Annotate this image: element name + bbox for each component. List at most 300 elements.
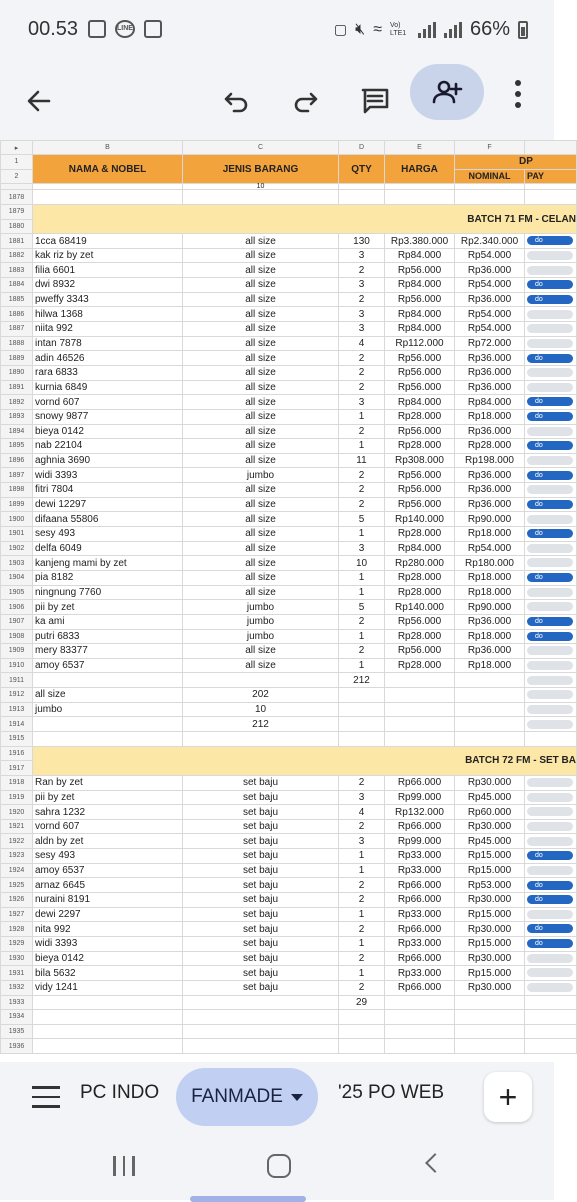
cell-qty[interactable]: 1 <box>339 863 385 878</box>
cell-jenis[interactable]: set baju <box>183 790 339 805</box>
more-vert-icon[interactable] <box>508 80 528 108</box>
row-number[interactable]: 1907 <box>1 614 33 629</box>
cell-harga[interactable]: Rp66.000 <box>385 878 455 893</box>
pay-chip-done[interactable]: do <box>527 939 573 948</box>
cell-nominal[interactable]: Rp15.000 <box>455 849 525 864</box>
cell-nominal[interactable]: Rp30.000 <box>455 922 525 937</box>
cell-harga[interactable]: Rp56.000 <box>385 483 455 498</box>
cell-harga[interactable]: Rp56.000 <box>385 380 455 395</box>
cell-nama[interactable] <box>33 995 183 1010</box>
home-icon[interactable] <box>267 1154 291 1178</box>
cell-qty[interactable]: 2 <box>339 263 385 278</box>
pay-chip-empty[interactable] <box>527 807 573 816</box>
cell-nominal[interactable]: Rp36.000 <box>455 614 525 629</box>
cell-nama[interactable]: niita 992 <box>33 322 183 337</box>
pay-chip-done[interactable]: do <box>527 397 573 406</box>
pay-chip-empty[interactable] <box>527 705 573 714</box>
tab-25-po-web[interactable]: '25 PO WEB <box>338 1082 445 1103</box>
all-sheets-menu-icon[interactable] <box>32 1086 60 1108</box>
cell-nominal[interactable]: Rp15.000 <box>455 966 525 981</box>
cell-nominal[interactable]: Rp45.000 <box>455 834 525 849</box>
cell-qty[interactable]: 2 <box>339 951 385 966</box>
row-number[interactable]: 1 <box>1 155 33 170</box>
cell-pay[interactable] <box>525 468 577 483</box>
cell-jenis[interactable]: 212 <box>183 717 339 732</box>
cell-nominal[interactable]: Rp18.000 <box>455 629 525 644</box>
cell-nominal[interactable]: Rp198.000 <box>455 453 525 468</box>
cell-nama[interactable]: kak riz by zet <box>33 248 183 263</box>
row-number[interactable]: 1922 <box>1 834 33 849</box>
cell-qty[interactable]: 1 <box>339 966 385 981</box>
row-number[interactable]: 1912 <box>1 688 33 703</box>
pay-chip-done[interactable]: do <box>527 412 573 421</box>
cell-jenis[interactable]: set baju <box>183 907 339 922</box>
cell-jenis[interactable]: all size <box>183 497 339 512</box>
cell-nominal[interactable]: Rp54.000 <box>455 541 525 556</box>
pay-chip-done[interactable]: do <box>527 895 573 904</box>
cell-nominal[interactable]: Rp53.000 <box>455 878 525 893</box>
cell-nama[interactable] <box>33 1024 183 1039</box>
cell-pay[interactable] <box>525 190 577 205</box>
row-number[interactable]: 1896 <box>1 453 33 468</box>
pay-chip-empty[interactable] <box>527 427 573 436</box>
row-number[interactable]: 1906 <box>1 600 33 615</box>
recent-apps-icon[interactable] <box>113 1156 135 1176</box>
cell-pay[interactable] <box>525 307 577 322</box>
cell-nama[interactable] <box>33 1039 183 1054</box>
cell-qty[interactable] <box>339 688 385 703</box>
row-number[interactable]: 1889 <box>1 351 33 366</box>
cell-qty[interactable]: 2 <box>339 365 385 380</box>
cell-nama[interactable]: bieya 0142 <box>33 951 183 966</box>
cell-pay[interactable] <box>525 409 577 424</box>
cell-harga[interactable]: Rp66.000 <box>385 951 455 966</box>
cell-pay[interactable] <box>525 556 577 571</box>
header-pay[interactable]: PAY <box>525 169 577 184</box>
row-number[interactable]: 1917 <box>1 761 33 776</box>
cell-harga[interactable] <box>385 1024 455 1039</box>
cell-pay[interactable] <box>525 849 577 864</box>
cell-pay[interactable] <box>525 322 577 337</box>
cell-jenis[interactable] <box>183 731 339 746</box>
pay-chip-empty[interactable] <box>527 968 573 977</box>
cell-pay[interactable] <box>525 424 577 439</box>
cell-harga[interactable]: Rp56.000 <box>385 614 455 629</box>
cell-nama[interactable] <box>33 190 183 205</box>
cell-pay[interactable] <box>525 878 577 893</box>
cell-nama[interactable]: widi 3393 <box>33 468 183 483</box>
cell-jenis[interactable]: all size <box>183 365 339 380</box>
pay-chip-empty[interactable] <box>527 690 573 699</box>
cell-qty[interactable]: 2 <box>339 497 385 512</box>
cell-jenis[interactable] <box>183 673 339 688</box>
cell-qty[interactable]: 2 <box>339 644 385 659</box>
header-nama[interactable]: NAMA & NOBEL <box>33 155 183 184</box>
cell-pay[interactable] <box>525 365 577 380</box>
cell-jenis[interactable]: jumbo <box>183 600 339 615</box>
cell-nominal[interactable]: Rp36.000 <box>455 483 525 498</box>
row-number[interactable]: 1915 <box>1 731 33 746</box>
cell-nominal[interactable]: Rp60.000 <box>455 805 525 820</box>
cell-qty[interactable]: 1 <box>339 409 385 424</box>
column-letters[interactable] <box>1 141 577 155</box>
cell-nominal[interactable]: Rp45.000 <box>455 790 525 805</box>
sheet-table[interactable] <box>0 140 577 1054</box>
cell-nama[interactable] <box>33 717 183 732</box>
cell-pay[interactable] <box>525 702 577 717</box>
column-e[interactable]: E <box>385 141 455 155</box>
cell-qty[interactable]: 2 <box>339 468 385 483</box>
cell-nominal[interactable]: Rp90.000 <box>455 512 525 527</box>
cell-nominal[interactable]: Rp30.000 <box>455 951 525 966</box>
cell-pay[interactable] <box>525 629 577 644</box>
cell-nama[interactable]: filia 6601 <box>33 263 183 278</box>
cell-pay[interactable] <box>525 453 577 468</box>
cell-harga[interactable]: Rp84.000 <box>385 541 455 556</box>
cell-nama[interactable]: intan 7878 <box>33 336 183 351</box>
cell-pay[interactable] <box>525 248 577 263</box>
tab-fanmade[interactable] <box>176 1068 318 1126</box>
pay-chip-empty[interactable] <box>527 602 573 611</box>
row-number[interactable]: 1923 <box>1 849 33 864</box>
cell-qty[interactable]: 1 <box>339 439 385 454</box>
cell-jenis[interactable]: all size <box>183 409 339 424</box>
pay-chip-empty[interactable] <box>527 456 573 465</box>
row-number[interactable]: 1933 <box>1 995 33 1010</box>
cell-jenis[interactable]: set baju <box>183 966 339 981</box>
cell-harga[interactable]: Rp56.000 <box>385 365 455 380</box>
cell-nama[interactable]: rara 6833 <box>33 365 183 380</box>
cell-nominal[interactable] <box>455 190 525 205</box>
cell-nama[interactable]: pii by zet <box>33 600 183 615</box>
cell-nama[interactable]: 1cca 68419 <box>33 234 183 249</box>
row-number[interactable]: 1892 <box>1 395 33 410</box>
pay-chip-empty[interactable] <box>527 720 573 729</box>
cell-nama[interactable]: amoy 6537 <box>33 658 183 673</box>
header-harga[interactable]: HARGA <box>385 155 455 184</box>
cell-jenis[interactable]: all size <box>183 570 339 585</box>
cell-jenis[interactable]: set baju <box>183 878 339 893</box>
cell-nama[interactable]: difaana 55806 <box>33 512 183 527</box>
row-number[interactable]: 1893 <box>1 409 33 424</box>
cell-nama[interactable]: vidy 1241 <box>33 980 183 995</box>
cell-nama[interactable]: jumbo <box>33 702 183 717</box>
cell-jenis[interactable]: all size <box>183 395 339 410</box>
cell-pay[interactable] <box>525 439 577 454</box>
cell-nama[interactable] <box>33 731 183 746</box>
cell-pay[interactable] <box>525 336 577 351</box>
row-number[interactable]: 1910 <box>1 658 33 673</box>
row-number[interactable]: 1882 <box>1 248 33 263</box>
cell-nama[interactable]: pia 8182 <box>33 570 183 585</box>
cell-nama[interactable]: pweffy 3343 <box>33 292 183 307</box>
cell-pay[interactable] <box>525 658 577 673</box>
row-number[interactable]: 1921 <box>1 819 33 834</box>
cell-nominal[interactable]: Rp18.000 <box>455 658 525 673</box>
cell-harga[interactable] <box>385 995 455 1010</box>
cell-pay[interactable] <box>525 673 577 688</box>
cell-pay[interactable] <box>525 497 577 512</box>
cell-harga[interactable] <box>385 688 455 703</box>
dropdown-arrow-icon[interactable] <box>291 1094 303 1101</box>
cell-nominal[interactable] <box>455 702 525 717</box>
cell-nominal[interactable]: Rp2.340.000 <box>455 234 525 249</box>
row-number[interactable]: 1916 <box>1 746 33 761</box>
cell-harga[interactable] <box>385 190 455 205</box>
cell-harga[interactable]: Rp33.000 <box>385 907 455 922</box>
pay-chip-done[interactable]: do <box>527 851 573 860</box>
cell-harga[interactable]: Rp28.000 <box>385 570 455 585</box>
cell-harga[interactable]: Rp66.000 <box>385 980 455 995</box>
pay-chip-done[interactable]: do <box>527 295 573 304</box>
cell-nominal[interactable] <box>455 731 525 746</box>
cell-qty[interactable]: 3 <box>339 395 385 410</box>
cell-harga[interactable]: Rp66.000 <box>385 819 455 834</box>
cell-nama[interactable]: delfa 6049 <box>33 541 183 556</box>
cell-jenis[interactable]: set baju <box>183 863 339 878</box>
cell-nominal[interactable]: Rp30.000 <box>455 775 525 790</box>
cell-pay[interactable] <box>525 775 577 790</box>
row-number[interactable]: 1931 <box>1 966 33 981</box>
cell-nominal[interactable]: Rp36.000 <box>455 424 525 439</box>
cell-qty[interactable] <box>339 702 385 717</box>
cell-nama[interactable]: all size <box>33 688 183 703</box>
cell-qty[interactable] <box>339 1010 385 1025</box>
pay-chip-empty[interactable] <box>527 910 573 919</box>
cell-jenis[interactable]: all size <box>183 351 339 366</box>
cell-harga[interactable]: Rp66.000 <box>385 775 455 790</box>
back-arrow-icon[interactable] <box>14 76 64 126</box>
pay-chip-empty[interactable] <box>527 778 573 787</box>
cell-nominal[interactable]: Rp18.000 <box>455 570 525 585</box>
cell-pay[interactable] <box>525 1010 577 1025</box>
cell-nama[interactable]: kurnia 6849 <box>33 380 183 395</box>
cell-pay[interactable] <box>525 541 577 556</box>
cell-nama[interactable]: aldn by zet <box>33 834 183 849</box>
cell-harga[interactable]: Rp140.000 <box>385 600 455 615</box>
row-number[interactable]: 1901 <box>1 527 33 542</box>
cell-nama[interactable]: adin 46526 <box>33 351 183 366</box>
cell-jenis[interactable]: set baju <box>183 922 339 937</box>
row-number[interactable]: 1914 <box>1 717 33 732</box>
cell-qty[interactable] <box>339 717 385 732</box>
undo-icon[interactable] <box>212 76 262 126</box>
cell-harga[interactable]: Rp84.000 <box>385 307 455 322</box>
cell-qty[interactable]: 2 <box>339 483 385 498</box>
pay-chip-done[interactable]: do <box>527 617 573 626</box>
cell-nama[interactable]: fitri 7804 <box>33 483 183 498</box>
pay-chip-empty[interactable] <box>527 676 573 685</box>
cell-harga[interactable]: Rp28.000 <box>385 409 455 424</box>
cell-qty[interactable]: 1 <box>339 658 385 673</box>
pay-chip-empty[interactable] <box>527 793 573 802</box>
cell-nominal[interactable]: Rp180.000 <box>455 556 525 571</box>
cell-qty[interactable]: 3 <box>339 541 385 556</box>
cell-harga[interactable]: Rp99.000 <box>385 834 455 849</box>
cell-pay[interactable] <box>525 570 577 585</box>
cell-jenis[interactable]: set baju <box>183 893 339 908</box>
pay-chip-empty[interactable] <box>527 339 573 348</box>
cell-nama[interactable]: amoy 6537 <box>33 863 183 878</box>
cell-jenis[interactable]: all size <box>183 483 339 498</box>
cell-jenis[interactable]: all size <box>183 541 339 556</box>
cell-harga[interactable]: Rp66.000 <box>385 893 455 908</box>
cell-nama[interactable]: bieya 0142 <box>33 424 183 439</box>
cell-qty[interactable]: 3 <box>339 834 385 849</box>
cell-nominal[interactable]: Rp36.000 <box>455 292 525 307</box>
nav-back-icon[interactable] <box>425 1153 445 1173</box>
row-number[interactable]: 2 <box>1 169 33 184</box>
pay-chip-empty[interactable] <box>527 822 573 831</box>
cell-harga[interactable]: Rp33.000 <box>385 936 455 951</box>
pay-chip-empty[interactable] <box>527 368 573 377</box>
comment-icon[interactable] <box>350 76 400 126</box>
cell-qty[interactable]: 3 <box>339 278 385 293</box>
cell-qty[interactable]: 2 <box>339 775 385 790</box>
column-g[interactable] <box>525 141 577 155</box>
cell-pay[interactable] <box>525 936 577 951</box>
row-number[interactable]: 1879 <box>1 204 33 219</box>
cell-pay[interactable] <box>525 585 577 600</box>
cell-pay[interactable] <box>525 1024 577 1039</box>
cell-nama[interactable]: widi 3393 <box>33 936 183 951</box>
cell-nominal[interactable]: Rp36.000 <box>455 351 525 366</box>
cell-harga[interactable]: Rp84.000 <box>385 322 455 337</box>
pay-chip-done[interactable]: do <box>527 881 573 890</box>
pay-chip-done[interactable]: do <box>527 573 573 582</box>
cell-nominal[interactable]: Rp36.000 <box>455 468 525 483</box>
row-number[interactable]: 1936 <box>1 1039 33 1054</box>
cell-jenis[interactable]: all size <box>183 658 339 673</box>
pay-chip-empty[interactable] <box>527 588 573 597</box>
cell-harga[interactable]: Rp3.380.000 <box>385 234 455 249</box>
cell-nama[interactable]: ka ami <box>33 614 183 629</box>
cell-nama[interactable]: Ran by zet <box>33 775 183 790</box>
cell-jenis[interactable] <box>183 1039 339 1054</box>
cell-pay[interactable] <box>525 907 577 922</box>
row-number[interactable]: 1899 <box>1 497 33 512</box>
cell-nominal[interactable]: Rp84.000 <box>455 395 525 410</box>
row-number[interactable]: 1895 <box>1 439 33 454</box>
cell-harga[interactable] <box>385 1039 455 1054</box>
cell-jenis[interactable]: set baju <box>183 819 339 834</box>
row-number[interactable]: 1878 <box>1 190 33 205</box>
cell-qty[interactable]: 5 <box>339 600 385 615</box>
pay-chip-empty[interactable] <box>527 954 573 963</box>
cell-jenis[interactable]: jumbo <box>183 629 339 644</box>
cell-jenis[interactable] <box>183 1024 339 1039</box>
cell-qty[interactable]: 11 <box>339 453 385 468</box>
cell-nama[interactable]: arnaz 6645 <box>33 878 183 893</box>
row-number[interactable]: 1913 <box>1 702 33 717</box>
cell-harga[interactable] <box>385 731 455 746</box>
cell-jenis[interactable]: all size <box>183 263 339 278</box>
cell-jenis[interactable]: set baju <box>183 849 339 864</box>
cell-jenis[interactable]: 202 <box>183 688 339 703</box>
cell-harga[interactable]: Rp56.000 <box>385 292 455 307</box>
cell-nominal[interactable]: Rp15.000 <box>455 907 525 922</box>
column-d[interactable]: D <box>339 141 385 155</box>
cell-pay[interactable] <box>525 278 577 293</box>
cell-nama[interactable]: sesy 493 <box>33 527 183 542</box>
cell-nama[interactable] <box>33 673 183 688</box>
cell-nama[interactable]: dewi 2297 <box>33 907 183 922</box>
row-number[interactable]: 1927 <box>1 907 33 922</box>
cell-qty[interactable]: 3 <box>339 790 385 805</box>
cell-nominal[interactable]: Rp15.000 <box>455 863 525 878</box>
cell-jenis[interactable]: jumbo <box>183 468 339 483</box>
cell-harga[interactable] <box>385 673 455 688</box>
cell-qty[interactable]: 2 <box>339 351 385 366</box>
cell-harga[interactable]: Rp84.000 <box>385 248 455 263</box>
cell-harga[interactable]: Rp28.000 <box>385 629 455 644</box>
cell-qty[interactable]: 2 <box>339 292 385 307</box>
cell-jenis[interactable]: all size <box>183 556 339 571</box>
cell-harga[interactable]: Rp132.000 <box>385 805 455 820</box>
pay-chip-done[interactable]: do <box>527 236 573 245</box>
row-number[interactable]: 1887 <box>1 322 33 337</box>
cell-pay[interactable] <box>525 966 577 981</box>
cell-nominal[interactable] <box>455 1010 525 1025</box>
cell-qty[interactable]: 3 <box>339 322 385 337</box>
column-f[interactable]: F <box>455 141 525 155</box>
cell-harga[interactable]: Rp28.000 <box>385 658 455 673</box>
cell-jenis[interactable] <box>183 1010 339 1025</box>
cell-nominal[interactable]: Rp36.000 <box>455 497 525 512</box>
cell-jenis[interactable]: all size <box>183 585 339 600</box>
cell-jenis[interactable]: all size <box>183 234 339 249</box>
cell-pay[interactable] <box>525 805 577 820</box>
cell-qty[interactable]: 1 <box>339 527 385 542</box>
column-c[interactable]: C <box>183 141 339 155</box>
cell-nama[interactable]: mery 83377 <box>33 644 183 659</box>
cell-jenis[interactable]: set baju <box>183 951 339 966</box>
cell-nominal[interactable]: Rp30.000 <box>455 819 525 834</box>
pay-chip-done[interactable]: do <box>527 500 573 509</box>
cell-nominal[interactable]: Rp36.000 <box>455 365 525 380</box>
cell-jenis[interactable]: set baju <box>183 834 339 849</box>
row-number[interactable]: 1902 <box>1 541 33 556</box>
cell-nama[interactable] <box>33 1010 183 1025</box>
pay-chip-done[interactable]: do <box>527 529 573 538</box>
cell-nama[interactable]: nuraini 8191 <box>33 893 183 908</box>
cell-jenis[interactable] <box>183 995 339 1010</box>
cell-harga[interactable]: Rp56.000 <box>385 424 455 439</box>
cell-jenis[interactable]: jumbo <box>183 614 339 629</box>
row-number[interactable]: 1897 <box>1 468 33 483</box>
cell-jenis[interactable]: all size <box>183 453 339 468</box>
cell-nama[interactable]: vornd 607 <box>33 819 183 834</box>
pay-chip-done[interactable]: do <box>527 924 573 933</box>
pay-chip-empty[interactable] <box>527 661 573 670</box>
cell-qty[interactable]: 2 <box>339 878 385 893</box>
cell-pay[interactable] <box>525 717 577 732</box>
row-number[interactable]: 1930 <box>1 951 33 966</box>
cell-pay[interactable] <box>525 512 577 527</box>
cell-jenis[interactable]: all size <box>183 322 339 337</box>
cell-qty[interactable]: 2 <box>339 380 385 395</box>
cell-qty[interactable]: 130 <box>339 234 385 249</box>
row-number[interactable]: 1903 <box>1 556 33 571</box>
pay-chip-empty[interactable] <box>527 983 573 992</box>
cell-jenis[interactable]: all size <box>183 439 339 454</box>
cell-harga[interactable]: Rp99.000 <box>385 790 455 805</box>
cell-pay[interactable] <box>525 614 577 629</box>
cell-pay[interactable] <box>525 292 577 307</box>
header-dp[interactable]: DP <box>455 155 577 170</box>
pay-chip-done[interactable]: do <box>527 354 573 363</box>
cell-qty[interactable]: 10 <box>339 556 385 571</box>
